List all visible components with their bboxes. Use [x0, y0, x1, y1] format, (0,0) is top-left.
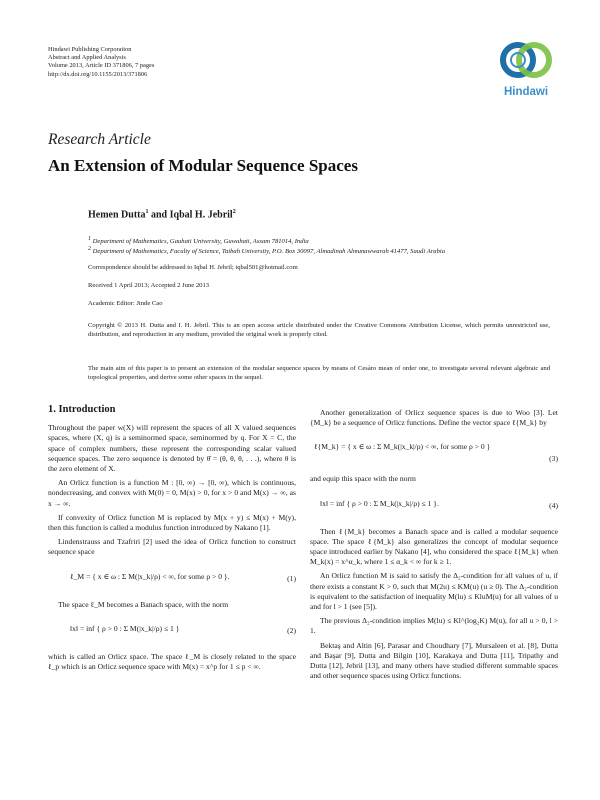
equation-3 [310, 434, 558, 468]
paragraph: Then ℓ{M_k} becomes a Banach space and is called a modular sequence space. The space ℓ{M_k} also generalizes the concept of modular sequence space introduced earlier by Nakano [4], who considered the space ℓ{M_k} when M_k(x) = x^α_k, where 1 ≤ α_k < ∞ for k ≥ 1. [310, 526, 558, 567]
paragraph: Another generalization of Orlicz sequence spaces is due to Woo [3]. Let {M_k} be a sequence of Orlicz functions. Define the vector space ℓ{M_k} by [310, 408, 558, 428]
page-title: An Extension of Modular Sequence Spaces [48, 156, 358, 175]
hindawi-rings-icon [496, 34, 556, 86]
publisher: Hindawi Publishing Corporation [48, 46, 132, 53]
volume-info: Volume 2013, Article ID 371806, 7 pages [48, 62, 155, 70]
affiliation-2-sup: 2 [88, 246, 91, 252]
paragraph: An Orlicz function is a function M : [0, ∞) → [0, ∞), which is continuous, nondecreasing, and convex with M(0) = 0, M(x) > 0, for x > 0 and M(x) → ∞, as x → ∞. [48, 478, 296, 508]
section-heading: 1. Introduction [48, 404, 116, 415]
equation-body: ‖x‖ = inf { ρ > 0 : Σ M_k(|x_k|/ρ) ≤ 1 }. [320, 498, 439, 508]
abstract: The main aim of this paper is to present an extension of the modular sequence spaces by means of Cesàro mean of order one, to investigate several relevant algebraic and topological properties, and derive some other spaces in the sequel. [88, 365, 550, 381]
right-column [310, 408, 558, 685]
equation-number: (3) [549, 454, 558, 464]
equation-body: ‖x‖ = inf { ρ > 0 : Σ M(|x_k|/ρ) ≤ 1 } [70, 623, 180, 633]
equation-body: ℓ_M = { x ∈ ω : Σ M(|x_k|/ρ) < ∞, for some ρ > 0 }. [70, 571, 230, 581]
academic-editor: Academic Editor: Jinde Cao [88, 300, 163, 307]
equation-number: (1) [287, 573, 296, 583]
paragraph: Bektaş and Altin [6], Parasar and Choudhary [7], Mursaleen et al. [8], Dutta and Başar [9], Dutta and Bilgin [10], Karakaya and Dutta [11], Tripathy and Dutta [12], Jebril [13], and many others have studied different summable spaces and other sequence spaces using Orlicz functions. [310, 640, 558, 681]
paragraph: An Orlicz function M is said to satisfy the Δ₂-condition for all values of u, if there exists a constant K > 0, such that M(2u) ≤ KM(u) (u ≥ 0). The Δ₂-condition is equivalent to the satisfaction of inequality M(lu) ≤ KluM(u) for all values of u and for l > 1 (see [5]). [310, 571, 558, 612]
and-text: and [148, 209, 170, 221]
copyright: Copyright © 2013 H. Dutta and I. H. Jebril. This is an open access article distributed under the Creative Commons Attribution License, which permits unrestricted use, distribution, and reproduction in any medium, provided the original work is properly cited. [88, 322, 550, 338]
affiliation-2 [88, 245, 550, 256]
paragraph: Lindenstrauss and Tzafriri [2] used the idea of Orlicz function to construct sequence space [48, 537, 296, 557]
affiliation-2-text: Department of Mathematics, Faculty of Science, Taibah University, P.O. Box 30097, Almadinah Almunawwarah 41477, Saudi Arabia [92, 248, 446, 256]
received-dates: Received 1 April 2013; Accepted 2 June 2013 [88, 282, 210, 289]
paragraph: If convexity of Orlicz function M is replaced by M(x + y) ≤ M(x) + M(y), then this function is called a modulus function introduced by Nakano [1]. [48, 512, 296, 533]
paragraph: which is called an Orlicz space. The space ℓ_M is closely related to the space ℓ_p which is an Orlicz sequence space with M(x) = x^p for 1 ≤ p < ∞. [48, 651, 296, 672]
affiliation-1-sup: 1 [88, 236, 91, 242]
equation-4 [310, 491, 558, 521]
affiliation-1-text: Department of Mathematics, Gauhati University, Guwahati, Assam 781014, India [92, 238, 309, 246]
correspondence: Correspondence should be addressed to Iqbal H. Jebril; iqbal501@hotmail.com [88, 264, 298, 271]
journal-header [48, 46, 154, 79]
authors [88, 209, 236, 220]
doi-link[interactable]: http://dx.doi.org/10.1155/2013/371806 [48, 70, 148, 78]
equation-number: (4) [549, 500, 558, 510]
left-column [48, 405, 296, 676]
author-1-sup: 1 [145, 209, 149, 215]
author-2: Iqbal H. Jebril [169, 209, 233, 221]
journal-name: Abstract and Applied Analysis [48, 54, 126, 62]
article-type: Research Article [48, 131, 151, 148]
logo-text: Hindawi [503, 86, 549, 98]
author-2-sup: 2 [232, 209, 236, 215]
paragraph: Throughout the paper w(X) will represent the spaces of all X valued sequences spaces, where (X, q) is a seminormed space, seminormed by q. For X = C, the space of complex numbers, these represent the corresponding scalar valued sequence spaces. The zero sequence is denoted by θ̄ = (θ, θ, θ, . . .), where θ is the zero element of X. [48, 423, 296, 474]
author-1: Hemen Dutta [88, 209, 146, 221]
equation-body: ℓ{M_k} = { x ∈ ω : Σ M_k(|x_k|/ρ) < ∞, for some ρ > 0 } [314, 442, 491, 452]
equation-number: (2) [287, 625, 296, 635]
paragraph: The space ℓ_M becomes a Banach space, with the norm [58, 599, 229, 609]
equation-2 [48, 616, 296, 646]
equation-1 [48, 564, 296, 594]
paragraph: and equip this space with the norm [310, 474, 416, 484]
paragraph: The previous Δ₂-condition implies M(lu) ≤ Kl^(log₂K) M(u), for all u > 0, l > 1. [310, 616, 558, 636]
hindawi-logo [496, 34, 556, 104]
